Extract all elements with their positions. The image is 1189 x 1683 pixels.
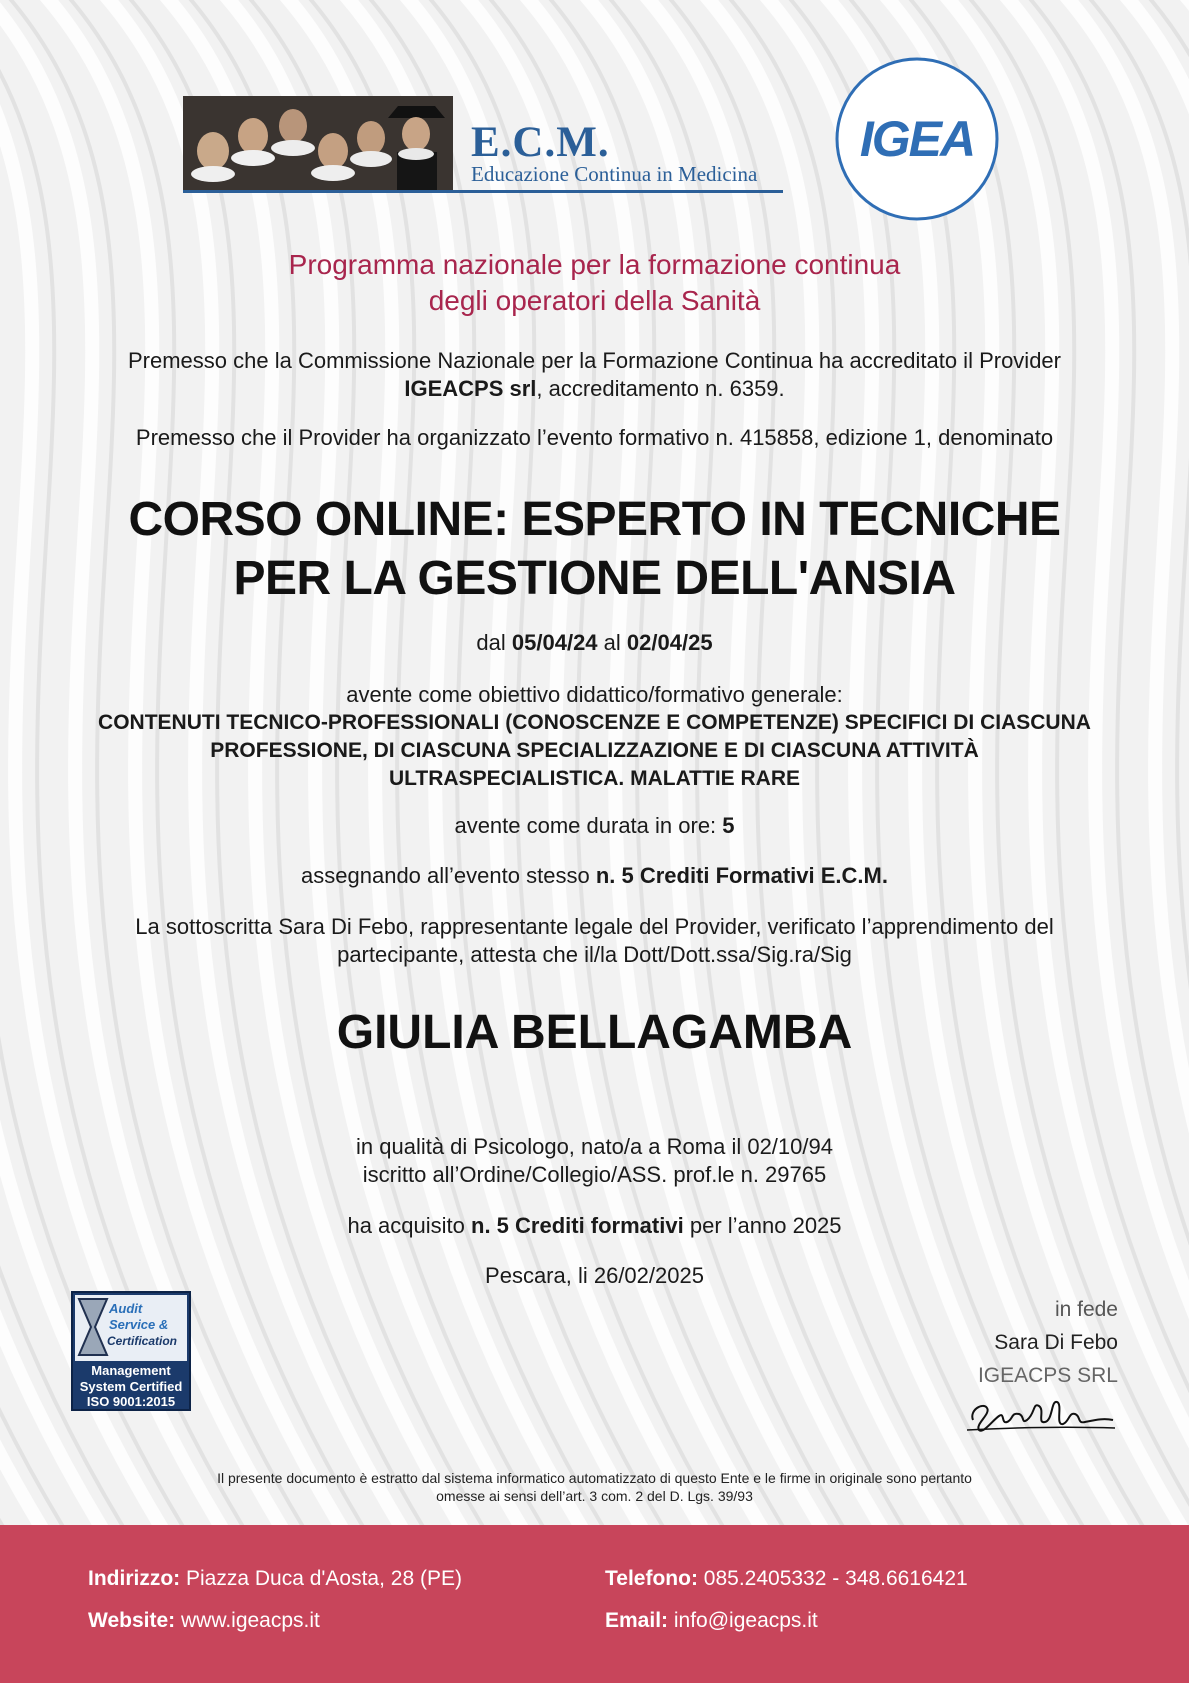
phone-value: 085.2405332 - 348.6616421	[703, 1567, 968, 1590]
date-to: 02/04/25	[626, 630, 713, 655]
audit-cert-line-2: System Certified	[79, 1379, 183, 1394]
participant-line-2: iscritto all’Ordine/Collegio/ASS. prof.le n. 29765	[362, 1162, 827, 1187]
ecm-logo	[183, 92, 788, 197]
footer-address	[88, 1567, 462, 1591]
accreditation-number: , accreditamento n. 6359.	[536, 376, 785, 401]
credits-value: n. 5 Crediti Formativi E.C.M.	[595, 863, 888, 888]
igea-logo-text: IGEA	[859, 111, 975, 167]
email-label: Email:	[605, 1609, 669, 1632]
igea-logo	[834, 56, 1000, 222]
dates-prefix: dal	[476, 630, 506, 655]
intro-p1-line2	[0, 375, 1189, 403]
objective	[0, 681, 1189, 792]
acquired-pre: ha acquisito	[347, 1213, 465, 1238]
credits	[0, 863, 1189, 889]
programme-line-1: Programma nazionale per la formazione continua	[288, 249, 901, 280]
legal-note	[0, 1469, 1189, 1505]
email-link[interactable]: info@igeacps.it	[673, 1609, 818, 1632]
acquired-post: per l’anno 2025	[689, 1213, 842, 1238]
dates-mid: al	[603, 630, 621, 655]
duration-label: avente come durata in ore:	[454, 813, 717, 838]
participant-details	[0, 1133, 1189, 1189]
signatory-company: IGEACPS SRL	[977, 1364, 1118, 1387]
course-title-line-2: PER LA GESTIONE DELL'ANSIA	[233, 552, 956, 605]
audit-line-2: Service &	[109, 1317, 169, 1332]
acquired-credits	[0, 1213, 1189, 1239]
attestation-line-1: La sottoscritta Sara Di Febo, rappresentante legale del Provider, verificato l’apprendimento del	[135, 914, 1054, 939]
footer-phone	[605, 1567, 968, 1591]
intro-p1-pre: Premesso che la Commissione Nazionale per la Formazione Continua ha accreditato il Provider	[128, 348, 1061, 373]
handwritten-signature	[965, 1390, 1120, 1436]
attestation-line-2: partecipante, attesta che il/la Dott/Dott.ssa/Sig.ra/Sig	[337, 942, 852, 967]
signatory-name: Sara Di Febo	[994, 1331, 1118, 1354]
course-dates	[0, 630, 1189, 656]
address-value: Piazza Duca d'Aosta, 28 (PE)	[186, 1567, 462, 1590]
duration	[0, 813, 1189, 839]
address-label: Indirizzo:	[88, 1567, 181, 1590]
phone-label: Telefono:	[605, 1567, 698, 1590]
legal-note-line-1: Il presente documento è estratto dal sistema informatico automatizzato di questo Ente e le firme in originale sono pertanto	[217, 1470, 972, 1486]
ecm-subtitle: Educazione Continua in Medicina	[471, 162, 758, 186]
signature-block	[930, 1293, 1118, 1392]
audit-line-3: Certification	[107, 1334, 178, 1348]
audit-cert-line-3: ISO 9001:2015	[86, 1394, 176, 1409]
ecm-underline	[183, 190, 783, 193]
programme-line-2: degli operatori della Sanità	[428, 285, 761, 316]
provider-name: IGEACPS srl	[404, 376, 537, 401]
course-title	[0, 490, 1189, 608]
objective-line-2: PROFESSIONE, DI CIASCUNA SPECIALIZZAZIONE E DI CIASCUNA ATTIVITÀ	[210, 739, 979, 762]
intro-paragraph-1	[0, 347, 1189, 403]
acquired-value: n. 5 Crediti formativi	[471, 1213, 684, 1238]
objective-intro: avente come obiettivo didattico/formativo generale:	[346, 682, 843, 707]
credits-label: assegnando all’evento stesso	[301, 863, 590, 888]
attestation	[0, 913, 1189, 969]
participant-name: GIULIA BELLAGAMBA	[336, 1006, 853, 1059]
footer-email	[605, 1609, 818, 1633]
footer	[0, 1525, 1189, 1683]
place-date: Pescara, li 26/02/2025	[485, 1263, 704, 1288]
website-link[interactable]: www.igeacps.it	[180, 1609, 320, 1632]
ecm-title: E.C.M.	[471, 119, 610, 166]
programme-title	[0, 247, 1189, 319]
footer-website	[88, 1609, 320, 1633]
duration-hours: 5	[722, 813, 735, 838]
objective-line-1: CONTENUTI TECNICO-PROFESSIONALI (CONOSCENZE E COMPETENZE) SPECIFICI DI CIASCUNA	[98, 711, 1091, 734]
ecm-painting-image	[183, 96, 453, 192]
course-title-line-1: CORSO ONLINE: ESPERTO IN TECNICHE	[128, 493, 1061, 546]
intro-paragraph-2: Premesso che il Provider ha organizzato l’evento formativo n. 415858, edizione 1, denominato	[135, 425, 1054, 450]
in-fede: in fede	[1054, 1298, 1118, 1321]
legal-note-line-2: omesse ai sensi dell’art. 3 com. 2 del D. Lgs. 39/93	[436, 1488, 753, 1504]
date-from: 05/04/24	[511, 630, 598, 655]
audit-cert-line-1: Management	[91, 1363, 171, 1378]
participant-line-1: in qualità di Psicologo, nato/a a Roma il 02/10/94	[356, 1134, 833, 1159]
audit-line-1: Audit	[109, 1301, 143, 1316]
objective-line-3: ULTRASPECIALISTICA. MALATTIE RARE	[388, 767, 801, 790]
website-label: Website:	[88, 1609, 176, 1632]
audit-certification-logo	[71, 1291, 191, 1411]
